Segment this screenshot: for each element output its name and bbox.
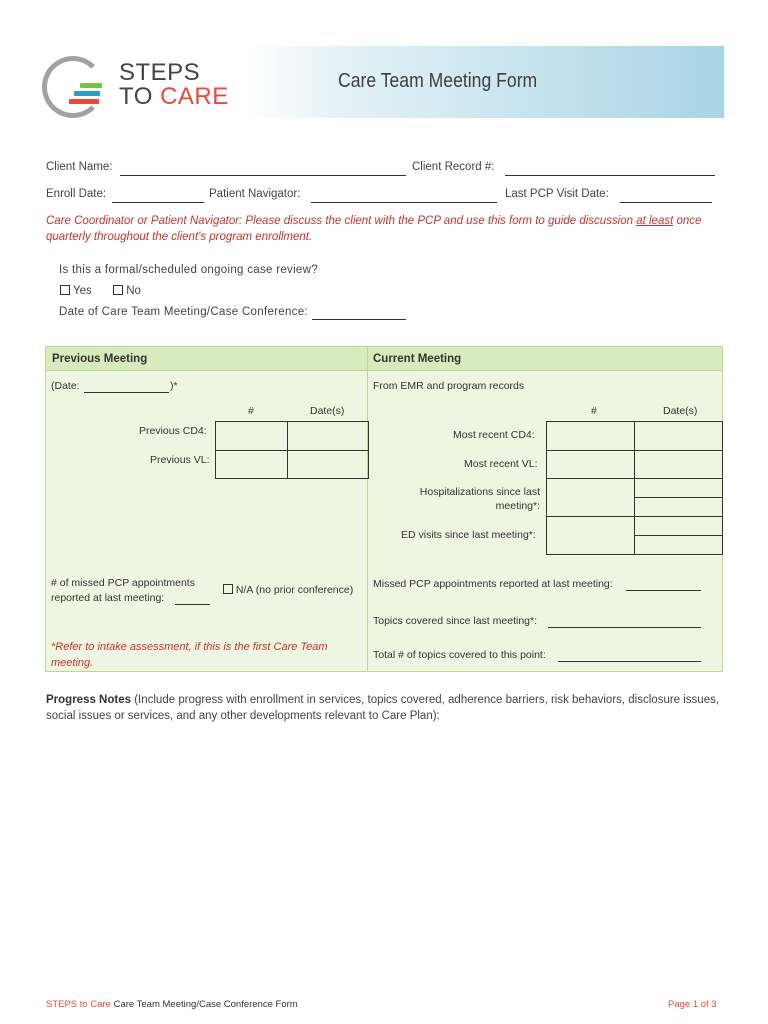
current-grid-hline-5 <box>634 535 723 536</box>
current-grid-hline-4 <box>546 516 723 517</box>
progress-notes-instructions: (Include progress with enrollment in services, topics covered, adherence barriers, risk behaviors, disclosure issues, social issues or services, and any other developments relevant to Care Plan): <box>46 694 720 722</box>
current-missed-field[interactable] <box>626 590 701 591</box>
patient-navigator-label: Patient Navigator: <box>209 188 301 200</box>
progress-notes-label: Progress Notes <box>46 694 132 706</box>
previous-vl-label: Previous VL: <box>150 454 210 466</box>
previous-cd4-label: Previous CD4: <box>139 425 207 437</box>
hospitalizations-label-1: Hospitalizations since last <box>419 486 540 498</box>
enroll-date-field[interactable] <box>112 202 204 203</box>
logo-step-blue <box>74 91 100 96</box>
steps-to-care-logo <box>42 56 262 120</box>
table-column-divider <box>367 347 368 671</box>
enroll-date-label: Enroll Date: <box>46 188 107 200</box>
meeting-comparison-table <box>45 346 723 672</box>
current-cd4-label: Most recent CD4: <box>453 429 535 441</box>
current-col-number: # <box>591 405 597 417</box>
progress-notes <box>46 692 726 724</box>
previous-date-label: (Date: <box>51 380 80 392</box>
instructions-text-1: Care Coordinator or Patient Navigator: Please discuss the client with the PCP and use this form to guide discussion <box>46 215 637 227</box>
previous-date-close: )* <box>170 380 178 392</box>
client-name-label: Client Name: <box>46 161 113 173</box>
current-source-note: From EMR and program records <box>373 380 525 392</box>
previous-grid-hline <box>215 450 369 451</box>
total-topics-label: Total # of topics covered to this point: <box>373 649 546 661</box>
formal-review-question: Is this a formal/scheduled ongoing case review? <box>59 264 318 276</box>
current-grid-hline-1 <box>546 450 723 451</box>
current-grid-hline-3 <box>634 497 723 498</box>
current-vl-label: Most recent VL: <box>464 458 538 470</box>
topics-covered-field[interactable] <box>548 627 701 628</box>
previous-date-field[interactable] <box>84 392 169 393</box>
footer-title: Care Team Meeting/Case Conference Form <box>110 999 298 1010</box>
current-grid-hline-2 <box>546 478 723 479</box>
na-label: N/A (no prior conference) <box>235 584 354 596</box>
na-checkbox[interactable] <box>223 584 233 594</box>
missed-appointments-label-1: # of missed PCP appointments <box>51 577 195 589</box>
page-title: Care Team Meeting Form <box>338 70 538 92</box>
logo-text-steps: STEPS <box>119 59 201 86</box>
yes-label: Yes <box>73 285 92 297</box>
review-yes-option[interactable] <box>60 285 92 297</box>
topics-covered-label: Topics covered since last meeting*: <box>373 615 537 627</box>
patient-navigator-field[interactable] <box>311 202 497 203</box>
missed-appointments-label-2: reported at last meeting: <box>51 592 165 604</box>
logo-text-care: CARE <box>160 83 229 110</box>
logo-text-to: TO <box>119 83 161 110</box>
review-no-option[interactable] <box>113 285 141 297</box>
logo-step-green <box>80 83 102 88</box>
ed-visits-label: ED visits since last meeting*: <box>401 529 536 541</box>
last-pcp-visit-field[interactable] <box>620 202 712 203</box>
previous-meeting-header: Previous Meeting <box>52 353 148 365</box>
client-record-label: Client Record #: <box>412 161 495 173</box>
current-meeting-header: Current Meeting <box>373 353 462 365</box>
meeting-date-label: Date of Care Team Meeting/Case Conference: <box>59 306 308 318</box>
current-missed-label: Missed PCP appointments reported at last meeting: <box>373 578 613 590</box>
current-col-dates: Date(s) <box>663 405 698 417</box>
intake-referral-note: *Refer to intake assessment, if this is the first Care Team meeting. <box>51 641 328 669</box>
no-label: No <box>126 285 141 297</box>
logo-step-red <box>69 99 99 104</box>
last-pcp-visit-label: Last PCP Visit Date: <box>505 188 609 200</box>
page-number: Page 1 of 3 <box>668 999 717 1010</box>
previous-col-number: # <box>248 405 254 417</box>
previous-col-dates: Date(s) <box>310 405 345 417</box>
instructions-emphasis: at least <box>636 215 674 227</box>
instructions-text-2: once quarterly throughout the client's program enrollment. <box>46 215 702 243</box>
instructions-note <box>46 213 726 245</box>
footer-brand: STEPS to Care <box>46 999 111 1010</box>
meeting-date-field[interactable] <box>312 319 406 320</box>
yes-checkbox[interactable] <box>60 285 70 295</box>
progress-notes-area[interactable] <box>46 730 724 980</box>
logo-text-to-care <box>119 83 229 111</box>
client-record-field[interactable] <box>505 175 715 176</box>
footer-form-name <box>46 999 298 1010</box>
total-topics-field[interactable] <box>558 661 701 662</box>
no-checkbox[interactable] <box>113 285 123 295</box>
hospitalizations-label-2: meeting*: <box>495 500 540 512</box>
hospitalizations-label <box>416 485 540 513</box>
client-name-field[interactable] <box>120 175 406 176</box>
na-option[interactable] <box>223 584 353 596</box>
missed-appointments-field[interactable] <box>175 604 210 605</box>
